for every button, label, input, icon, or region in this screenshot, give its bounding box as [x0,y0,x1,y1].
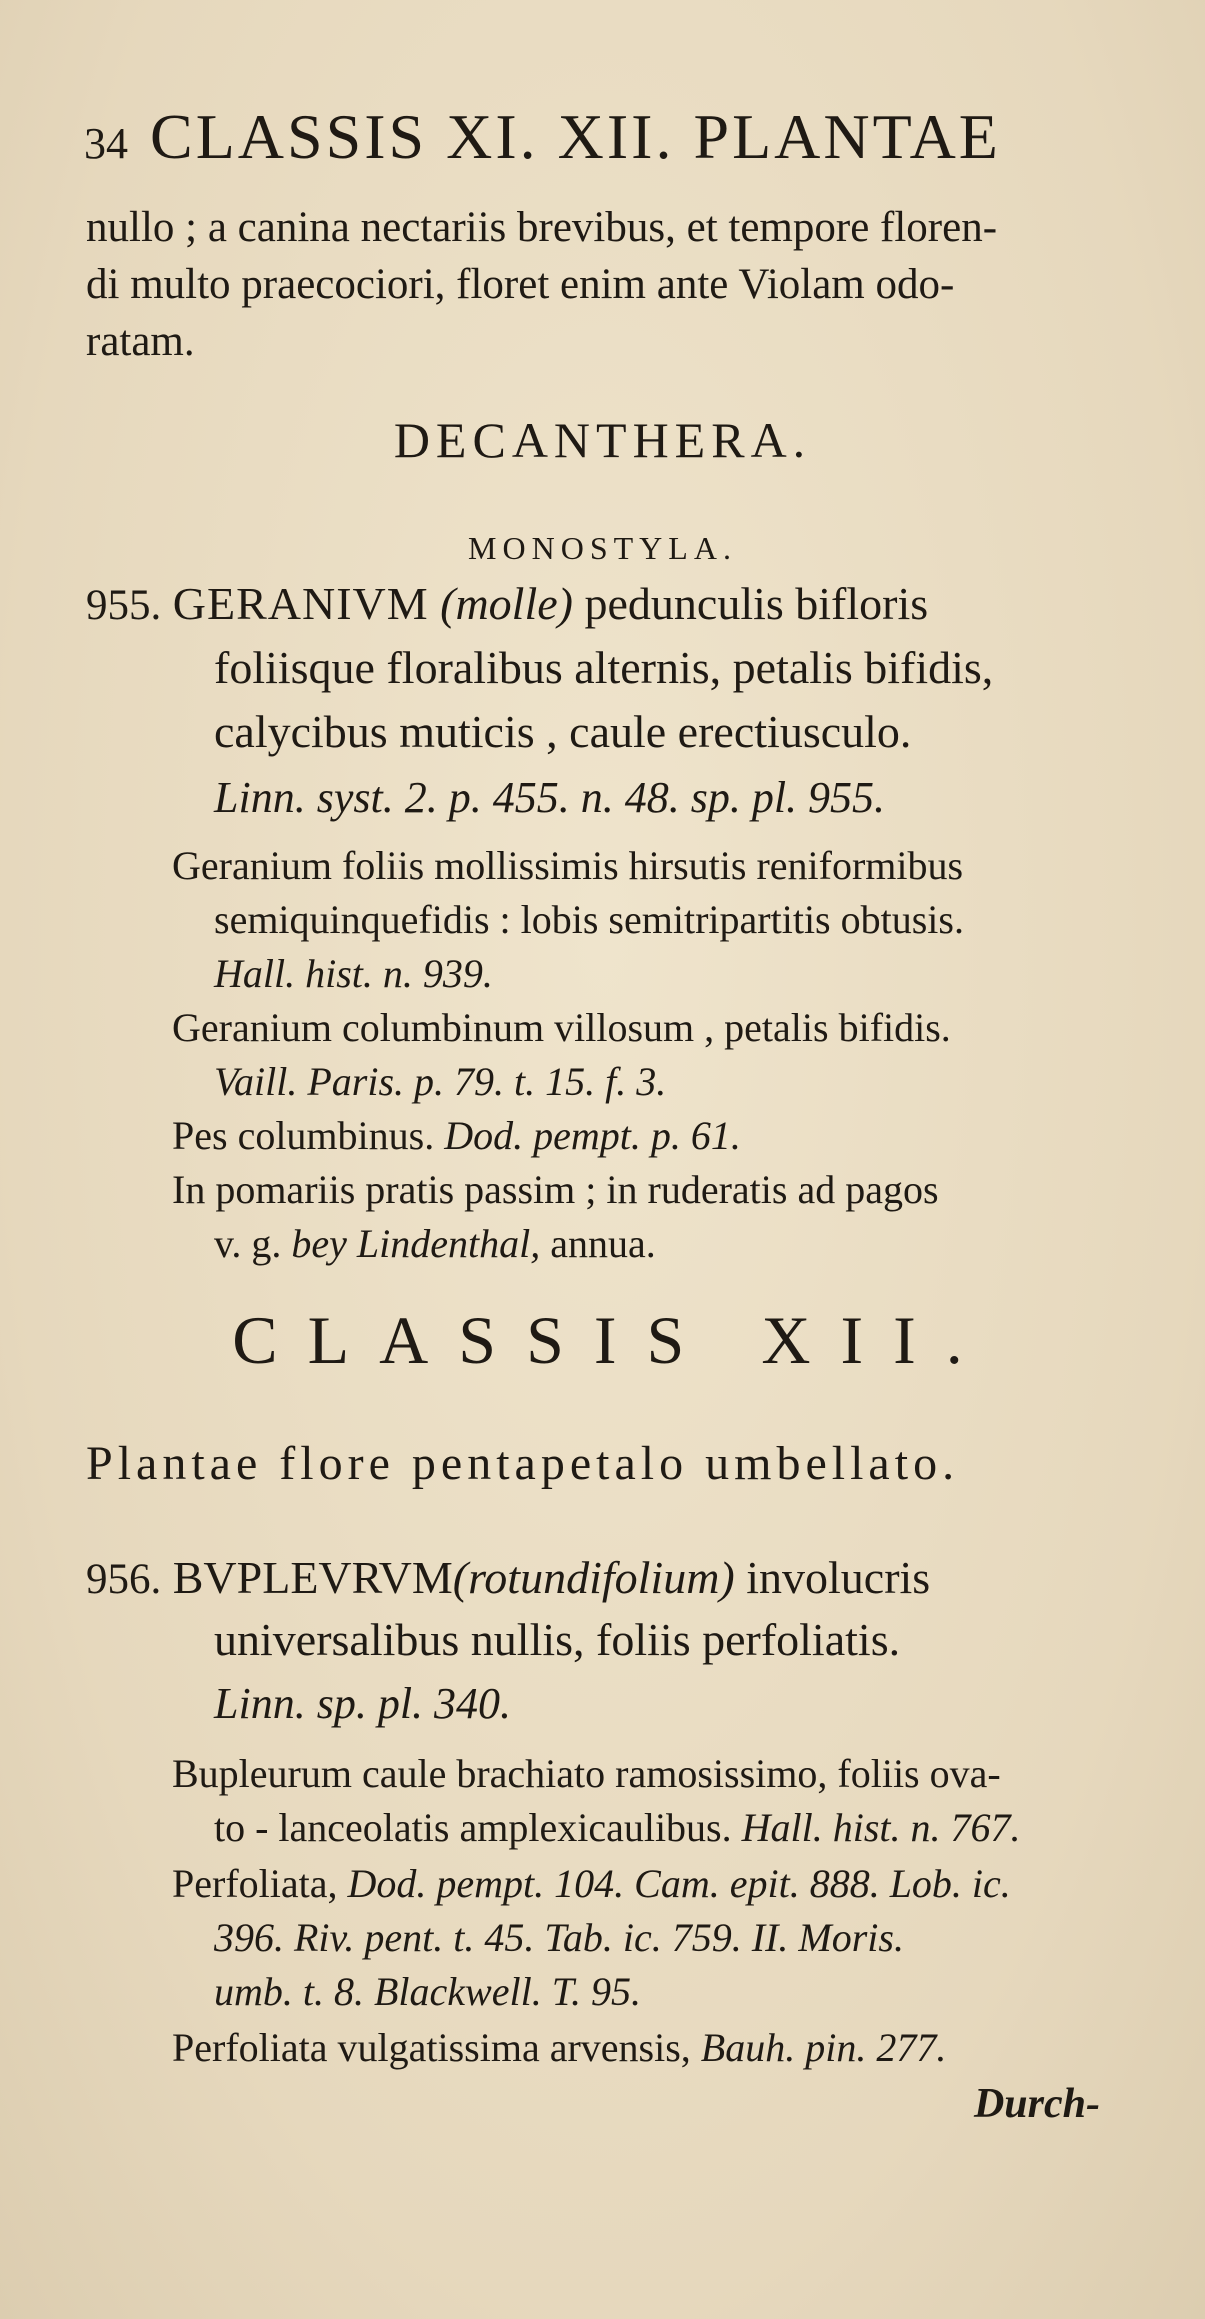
synonym-line: semiquinquefidis : lobis semitripartitis obtusis. [214,897,964,942]
diagnosis-line: foliisque floralibus alternis, petalis bifidis, [214,642,994,693]
synonym-reference: Dod. pempt. p. 61. [444,1113,741,1158]
habitat-line: In pomariis pratis passim ; in ruderatis ad pagos [172,1167,939,1212]
intro-line: di multo praecociori, floret enim ante Violam odo- [86,261,955,308]
running-header [84,100,1144,174]
synonym-reference: Dod. pempt. 104. Cam. epit. 888. Lob. ic. [347,1861,1011,1906]
page-number: 34 [84,119,128,168]
synonym-reference: 396. Riv. pent. t. 45. Tab. ic. 759. II. Moris. [214,1915,904,1960]
reference-line: Linn. syst. 2. p. 455. n. 48. sp. pl. 955. [214,773,886,822]
entry-955-title [86,576,928,634]
diagnosis-text: involucris [734,1552,931,1603]
catchword: Durch- [973,2081,1100,2127]
synonym-reference: Bauh. pin. 277. [700,2025,947,2070]
habitat-suffix: annua. [540,1221,656,1266]
reference-line: Linn. sp. pl. 340. [214,1679,512,1728]
intro-line: nullo ; a canina nectariis brevibus, et tempore floren- [86,204,998,251]
species-name: (molle) [440,578,573,629]
header-title: CLASSIS XI. XII. PLANTAE [150,101,1001,172]
diagnosis-line: calycibus muticis , caule erectiusculo. [214,706,912,757]
synonym-reference: Hall. hist. n. 767. [741,1805,1021,1850]
synonym-line: Bupleurum caule brachiato ramosissimo, foliis ova- [172,1751,1001,1796]
synonym-line: Geranium foliis mollissimis hirsutis reniformibus [172,843,964,888]
synonym-line [172,1856,1011,1912]
synonym-reference: umb. t. 8. Blackwell. T. 95. [214,1969,641,2014]
entry-number: 955. [86,582,162,629]
order-heading: MONOSTYLA. [468,530,737,566]
diagnosis-text: pedunculis bifloris [572,578,929,629]
entry-956-title [86,1550,930,1608]
synonym-text: to - lanceolatis amplexicaulibus. [214,1805,742,1850]
synonym-text: Pes columbinus. [172,1113,445,1158]
classis-heading: CLASSIS XII. [232,1302,993,1378]
synonym-text: Perfoliata vulgatissima arvensis, [172,2025,701,2070]
synonym-reference: Vaill. Paris. p. 79. t. 15. f. 3. [214,1059,667,1104]
synonym-reference: Hall. hist. n. 939. [214,951,493,996]
entry-number: 956. [86,1556,162,1603]
diagnosis-line: universalibus nullis, foliis perfoliatis. [214,1614,901,1665]
plantae-heading: Plantae flore pentapetalo umbellato. [86,1437,960,1490]
habitat-prefix: v. g. [214,1221,292,1266]
species-name: (rotundifolium) [452,1552,735,1603]
synonym-text: Perfoliata, [172,1861,348,1906]
genus-name: BVPLEVRVM [172,1552,453,1603]
synonym-line: Geranium columbinum villosum , petalis bifidis. [172,1005,951,1050]
habitat-line [214,1216,656,1272]
synonym-line [172,1108,741,1164]
synonym-line [172,2020,946,2076]
genus-name: GERANIVM [172,578,429,629]
class-heading: DECANTHERA. [393,412,812,468]
intro-line: ratam. [86,318,195,365]
synonym-line [214,1800,1021,1856]
habitat-place: bey Lindenthal, [291,1221,541,1266]
